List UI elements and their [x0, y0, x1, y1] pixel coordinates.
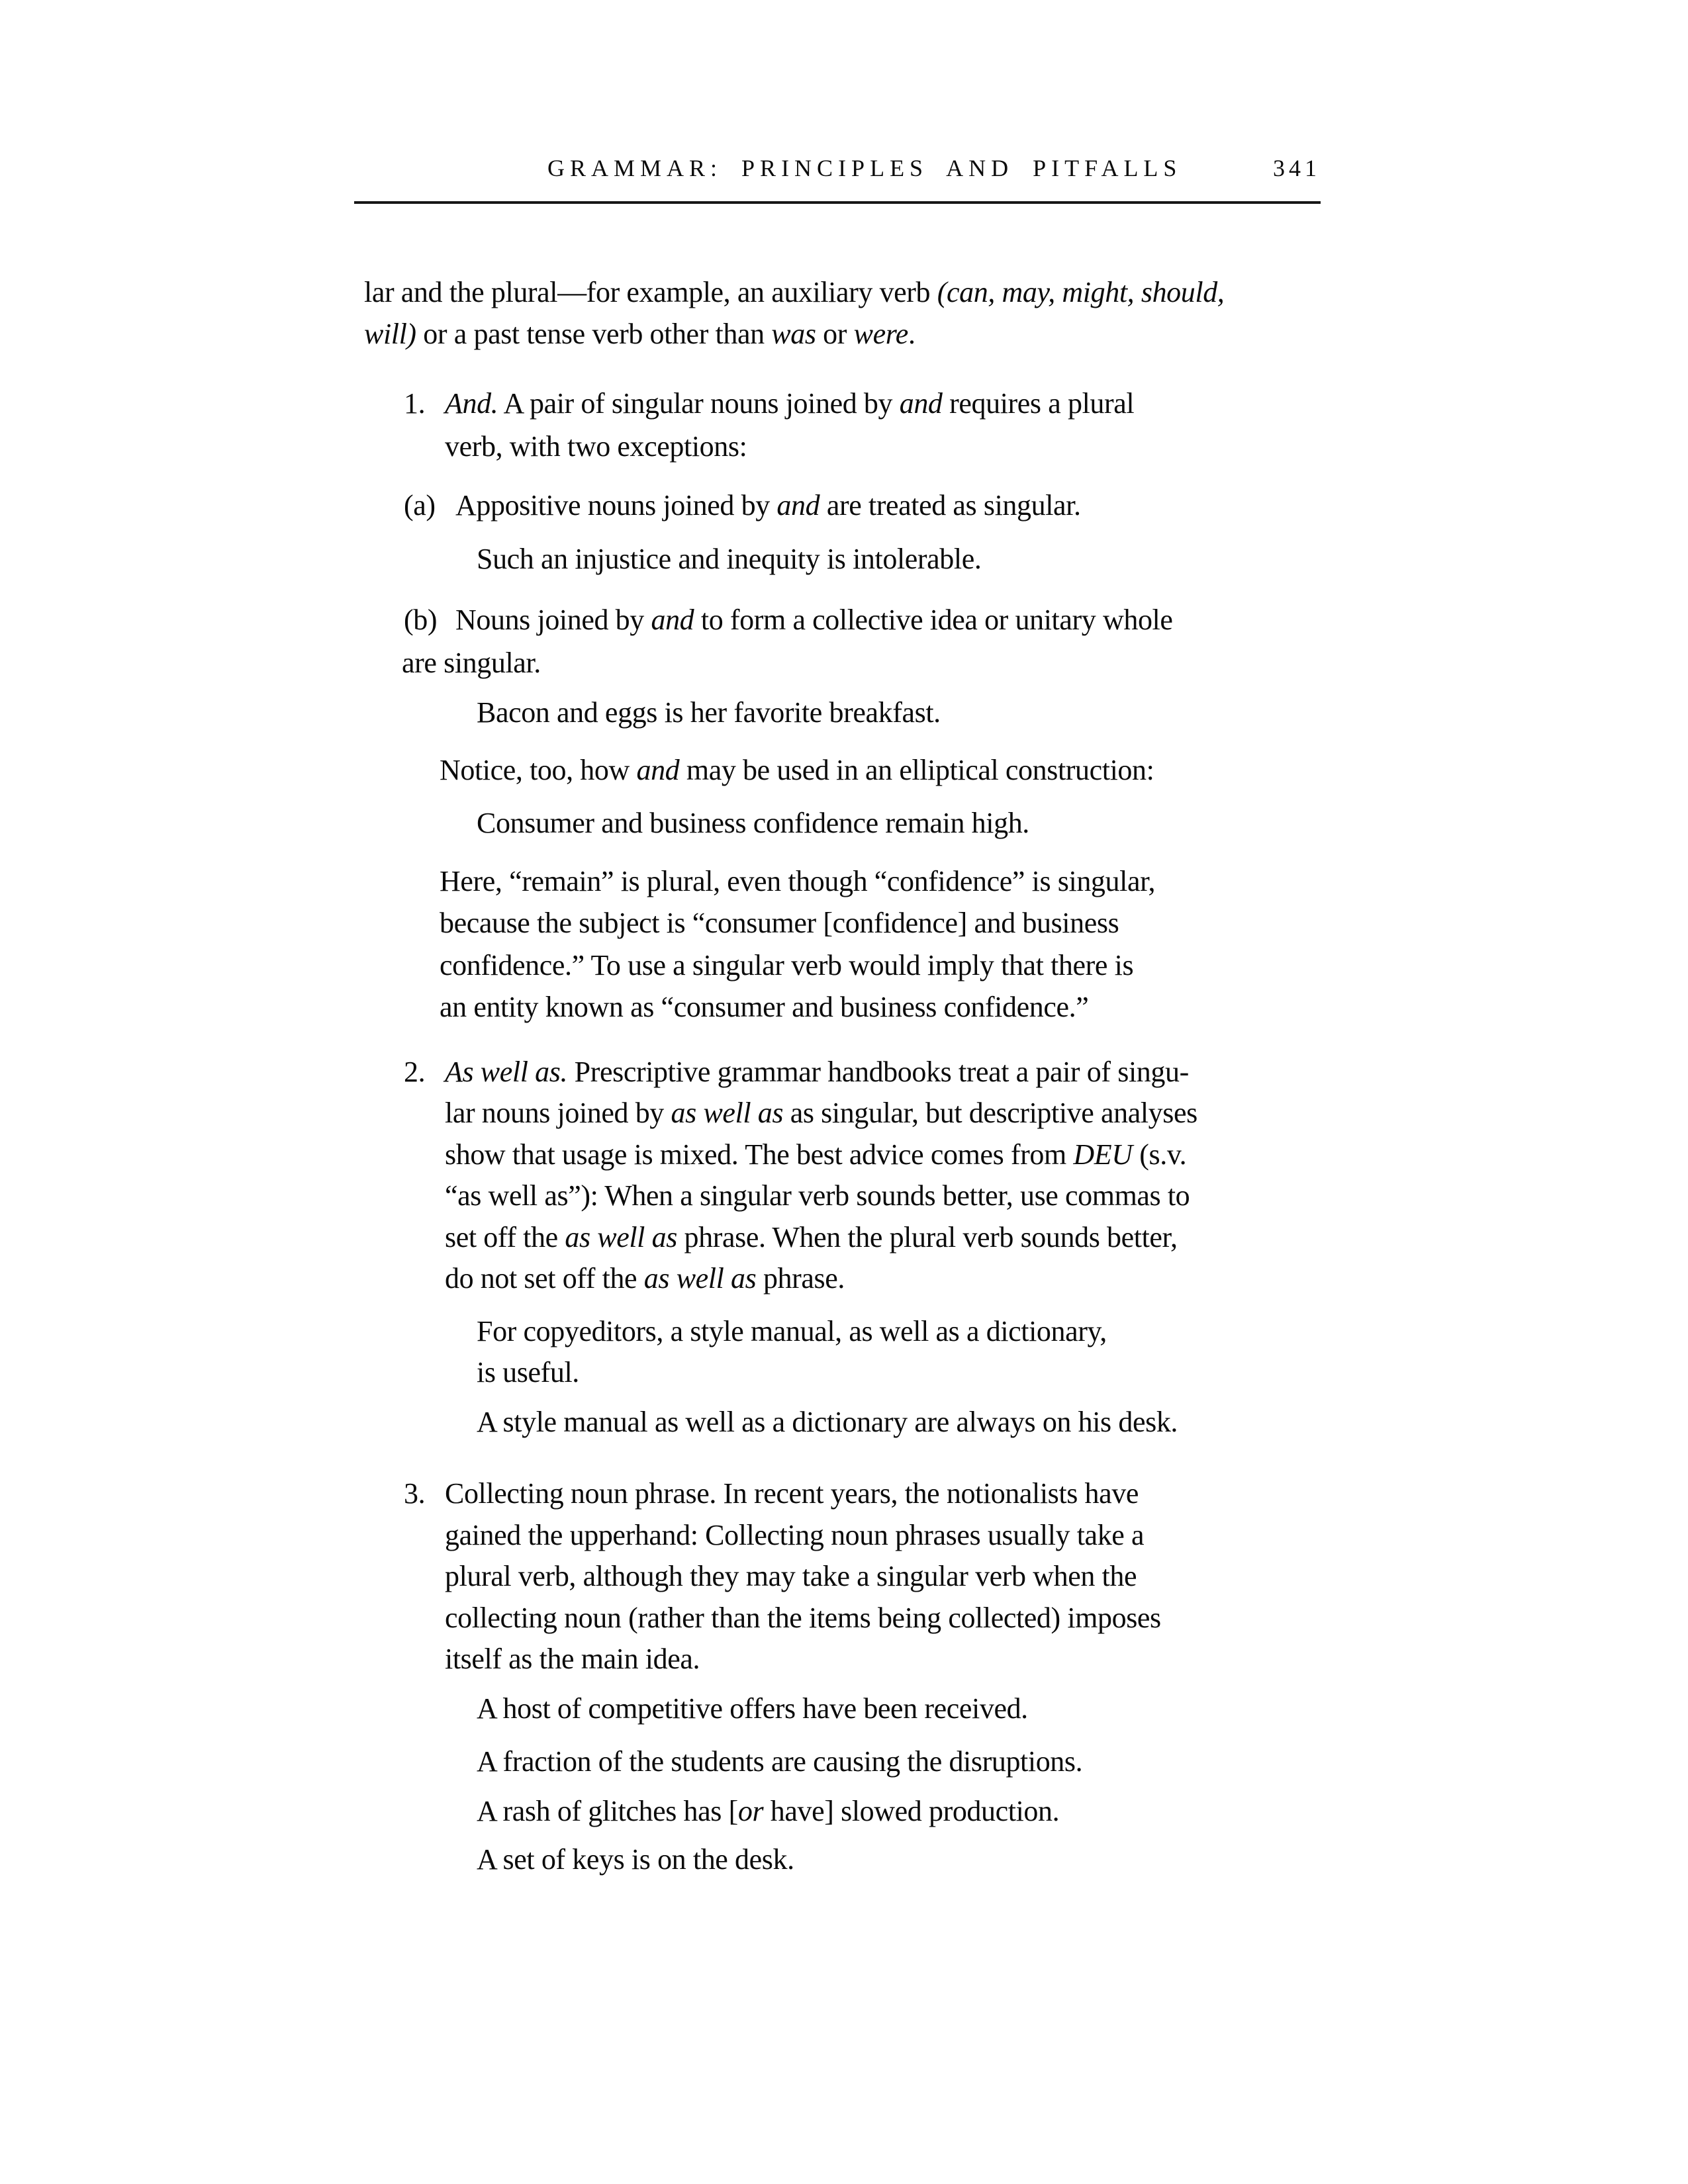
item1-number: 1. — [404, 387, 426, 420]
item3-line-3: plural verb, although they may take a singular verb when the — [445, 1560, 1137, 1592]
item3-example3-text: have] slowed production. — [763, 1795, 1060, 1827]
item3-number: 3. — [404, 1477, 426, 1510]
item-a-line-1 — [404, 484, 1081, 526]
intro-text: . — [908, 318, 915, 350]
notice-text: Notice, too, how — [440, 754, 637, 786]
item2-italic-aswellas: as well as — [643, 1262, 757, 1295]
item2-text: do not set off the — [445, 1262, 644, 1295]
running-head-title: GRAMMAR: PRINCIPLES AND PITFALLS — [547, 155, 1182, 181]
item1-line-1 — [404, 383, 1134, 424]
item2-text: show that usage is mixed. The best advice comes from — [445, 1138, 1074, 1171]
item-a-example: Such an injustice and inequity is intolerable. — [477, 543, 982, 575]
item3-example3-text: A rash of glitches has [ — [477, 1795, 738, 1827]
item-a-label: (a) — [404, 489, 436, 522]
item3-example1: A host of competitive offers have been received. — [477, 1692, 1028, 1725]
item2-italic-aswellas: as well as — [671, 1097, 784, 1129]
item-b-text: Nouns joined by — [455, 604, 651, 636]
item-a-text: are treated as singular. — [820, 489, 1081, 522]
item2-italic-aswellas: as well as — [565, 1221, 677, 1253]
intro-text: or a past tense verb other than — [416, 318, 772, 350]
item2-text: lar nouns joined by — [445, 1097, 671, 1129]
item3-line-1 — [404, 1473, 1139, 1514]
item-b-line-1 — [404, 599, 1173, 641]
item1-text: requires a plural — [942, 387, 1135, 420]
item-b-example: Bacon and eggs is her favorite breakfast. — [477, 696, 941, 729]
intro-italic-will: will) — [364, 318, 416, 350]
header-rule — [354, 201, 1321, 204]
intro-italic-were: were — [853, 318, 908, 350]
item2-line-1 — [404, 1051, 1189, 1093]
item3-line-4: collecting noun (rather than the items being collected) imposes — [445, 1602, 1161, 1634]
item2-line-6 — [445, 1257, 845, 1299]
here-line-4: an entity known as “consumer and business confidence.” — [440, 991, 1089, 1023]
intro-text: lar and the plural—for example, an auxiliary verb — [364, 276, 937, 308]
item3-line-5: itself as the main idea. — [445, 1643, 700, 1675]
item-b-italic-and: and — [651, 604, 694, 636]
item2-text: Prescriptive grammar handbooks treat a pair of singu- — [567, 1056, 1189, 1088]
notice-example: Consumer and business confidence remain high. — [477, 807, 1029, 839]
item3-example4: A set of keys is on the desk. — [477, 1843, 794, 1876]
notice-text: may be used in an elliptical construction: — [679, 754, 1154, 786]
intro-line-2 — [364, 313, 915, 355]
item2-example1-line-2: is useful. — [477, 1356, 579, 1388]
item-b-line-2: are singular. — [402, 647, 541, 679]
item2-number: 2. — [404, 1056, 426, 1088]
item2-lead: As well as. — [445, 1056, 568, 1088]
item3-line-2: gained the upperhand: Collecting noun phrases usually take a — [445, 1519, 1145, 1551]
intro-italic-examples: (can, may, might, should, — [937, 276, 1225, 308]
here-line-2: because the subject is “consumer [confidence] and business — [440, 907, 1119, 939]
notice-italic-and: and — [636, 754, 680, 786]
notice-line — [440, 749, 1154, 791]
intro-text: or — [816, 318, 854, 350]
item1-italic-and: and — [899, 387, 943, 420]
item1-line-2: verb, with two exceptions: — [445, 430, 747, 463]
item2-text: set off the — [445, 1221, 565, 1253]
page-number: 341 — [1273, 155, 1321, 181]
item3-example2: A fraction of the students are causing the disruptions. — [477, 1745, 1083, 1778]
item-b-label: (b) — [404, 604, 438, 636]
item-b-text: to form a collective idea or unitary whole — [694, 604, 1173, 636]
item1-text: A pair of singular nouns joined by — [498, 387, 900, 420]
item2-line-2 — [445, 1092, 1197, 1134]
item2-line-3 — [445, 1134, 1186, 1175]
item2-example2: A style manual as well as a dictionary are always on his desk. — [477, 1406, 1178, 1438]
item3-example3-italic-or: or — [737, 1795, 764, 1827]
item2-text: phrase. — [756, 1262, 845, 1295]
item2-italic-deu: DEU — [1073, 1138, 1133, 1171]
item2-example1-line-1: For copyeditors, a style manual, as well as a dictionary, — [477, 1315, 1107, 1347]
intro-italic-was: was — [771, 318, 816, 350]
item3-text: Collecting noun phrase. In recent years, the notionalists have — [445, 1477, 1139, 1510]
item3-example3 — [477, 1790, 1059, 1832]
item2-text: phrase. When the plural verb sounds better, — [677, 1221, 1178, 1253]
item-a-italic-and: and — [776, 489, 820, 522]
intro-line-1 — [364, 271, 1224, 313]
item2-text: (s.v. — [1132, 1138, 1187, 1171]
item-a-text: Appositive nouns joined by — [455, 489, 777, 522]
item1-lead: And. — [445, 387, 498, 420]
here-line-3: confidence.” To use a singular verb would imply that there is — [440, 949, 1134, 981]
item2-line-5 — [445, 1216, 1178, 1258]
item2-line-4: “as well as”): When a singular verb sounds better, use commas to — [445, 1179, 1190, 1212]
here-line-1: Here, “remain” is plural, even though “confidence” is singular, — [440, 865, 1156, 897]
item2-text: as singular, but descriptive analyses — [783, 1097, 1197, 1129]
